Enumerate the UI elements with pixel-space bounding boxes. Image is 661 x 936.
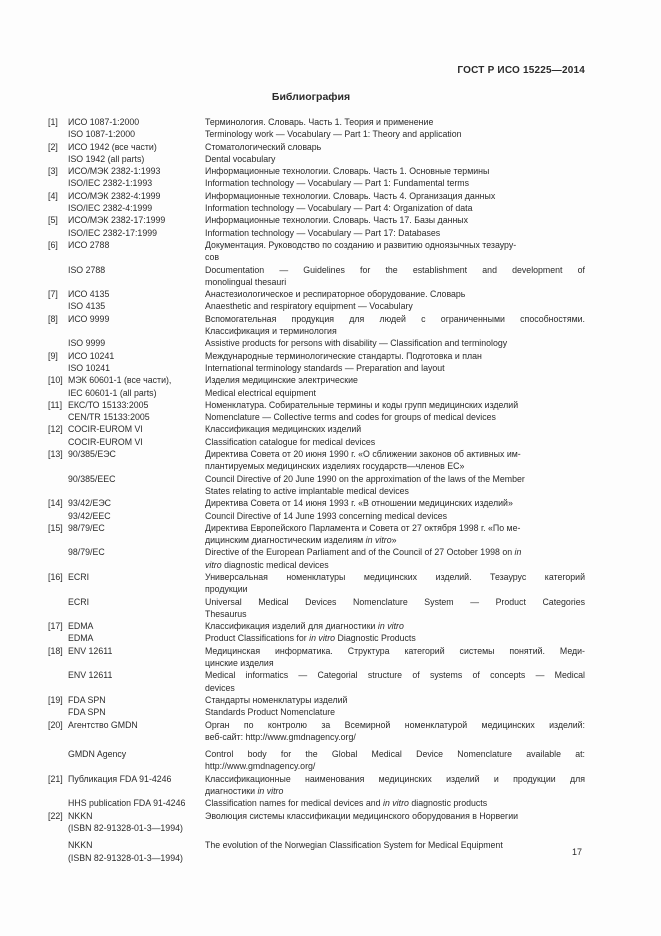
bib-entry-4: [48, 190, 585, 215]
ref-code: IEC 60601-1 (all parts): [68, 387, 157, 398]
bib-row: [48, 645, 585, 670]
ref-code: ISO 10241: [68, 362, 111, 373]
ref-code: HHS publication FDA 91-4246: [68, 798, 186, 809]
ref-code: МЭК 60601-1 (все части),: [68, 375, 172, 386]
ref-code: ИСО/МЭК 2382-17:1999: [68, 215, 166, 226]
ref-code: ИСО/МЭК 2382-1:1993: [68, 166, 161, 177]
ref-code: ECRI: [68, 571, 90, 582]
bib-entry-11: [48, 399, 585, 424]
bib-row: [48, 141, 585, 153]
ref-number: [5]: [48, 215, 58, 226]
ref-description: Директива Европейского Парламента и Совета от 27 октября 1998 г. «По ме- дицинским диагностическим изделиям in vitro»: [205, 522, 521, 546]
bib-entry-3: [48, 165, 585, 190]
ref-description: Council Directive of 14 June 1993 concerning medical devices: [205, 510, 448, 521]
bib-row: [48, 239, 585, 264]
bib-entry-20: [48, 719, 585, 773]
bib-row: [48, 596, 585, 621]
bib-row: [48, 387, 585, 399]
bib-row: [48, 128, 585, 140]
ref-description: Директива Совета от 14 июня 1993 г. «В отношении медицинских изделий»: [205, 498, 513, 509]
bib-row: [48, 694, 585, 706]
ref-description: Медицинская информатика. Структура категорий системы понятий. Меди- цинские изделия: [205, 645, 585, 669]
ref-code: ISO 9999: [68, 338, 106, 349]
ref-description: Control body for the Global Medical Device Nomenclature available at: http://www.gmdnagency.org/: [205, 749, 585, 772]
ref-description: Directive of the European Parliament and of the Council of 27 October 1998 on in vitro diagnostic medical devices: [205, 547, 522, 570]
bib-row: [48, 153, 585, 165]
ref-description: Information technology — Vocabulary — Part 1: Fundamental terms: [205, 178, 470, 189]
bib-row: [48, 288, 585, 300]
bib-row: [48, 116, 585, 128]
ref-code: EDMA: [68, 621, 94, 632]
bib-entry-12: [48, 423, 585, 448]
ref-description: Классификация медицинских изделий: [205, 424, 362, 435]
ref-code: Публикация FDA 91-4246: [68, 773, 172, 784]
ref-code: NKKN (ISBN 82-91328-01-3—1994): [68, 840, 183, 863]
bib-entry-2: [48, 141, 585, 166]
ref-description: Classification catalogue for medical devices: [205, 436, 376, 447]
ref-code: ISO 4135: [68, 301, 106, 312]
ref-description: Universal Medical Devices Nomenclature System — Product Categories Thesaurus: [205, 596, 585, 619]
ref-code: ECRI: [68, 596, 90, 607]
ref-description: Директива Совета от 20 июня 1990 г. «О сближении законов об активных им- плантируемых медицинских изделиях государств—членов ЕС»: [205, 449, 521, 472]
ref-number: [16]: [48, 571, 63, 582]
bib-row: [48, 190, 585, 202]
ref-description: Международные терминологические стандарты. Подготовка и план: [205, 350, 482, 361]
bib-row: [48, 214, 585, 226]
ref-description: Стоматологический словарь: [205, 141, 322, 152]
bib-row: [48, 497, 585, 509]
ref-description: Терминология. Словарь. Часть 1. Теория и применение: [205, 117, 434, 127]
ref-description: Product Classifications for in vitro Diagnostic Products: [205, 633, 416, 644]
bib-row: [48, 227, 585, 239]
ref-description: Nomenclature — Collective terms and codes for groups of medical devices: [205, 412, 496, 423]
ref-number: [2]: [48, 141, 58, 152]
ref-description: Орган по контролю за Всемирной номенклатурой медицинских изделий: веб-сайт: http://www.gmdnagency.org/: [205, 719, 585, 742]
ref-number: [3]: [48, 166, 58, 177]
ref-code: Агентство GMDN: [68, 719, 138, 730]
bib-row: [48, 399, 585, 411]
ref-number: [15]: [48, 522, 63, 533]
ref-description: Номенклатура. Собирательные термины и коды групп медицинских изделий: [205, 399, 519, 410]
ref-description: Information technology — Vocabulary — Part 17: Databases: [205, 227, 441, 238]
running-header-doc-code: ГОСТ Р ИСО 15225—2014: [457, 65, 585, 76]
ref-code: GMDN Agency: [68, 749, 127, 760]
ref-description: Стандарты номенклатуры изделий: [205, 694, 348, 705]
bib-entry-18: [48, 645, 585, 694]
bib-entry-19: [48, 694, 585, 719]
bib-entry-15: [48, 522, 585, 571]
bib-row: [48, 337, 585, 349]
bib-entry-5: [48, 214, 585, 239]
ref-code: NKKN (ISBN 82-91328-01-3—1994): [68, 810, 183, 833]
ref-code: ENV 12611: [68, 670, 113, 681]
ref-code: ИСО 10241: [68, 350, 115, 361]
ref-code: FDA SPN: [68, 694, 106, 705]
bib-entry-21: [48, 773, 585, 810]
bib-row: [48, 313, 585, 338]
bib-row: [48, 202, 585, 214]
ref-code: 93/42/EEC: [68, 510, 111, 521]
ref-code: 98/79/EC: [68, 547, 105, 558]
bib-entry-6: [48, 239, 585, 288]
ref-number: [1]: [48, 117, 58, 127]
ref-number: [18]: [48, 645, 63, 656]
ref-description: Анастезиологическое и респираторное оборудование. Словарь: [205, 289, 466, 300]
ref-code: ИСО 9999: [68, 313, 110, 324]
ref-number: [17]: [48, 621, 63, 632]
bib-row: [48, 706, 585, 718]
bib-row: [48, 362, 585, 374]
bib-row: [48, 473, 585, 498]
ref-code: ISO 2788: [68, 264, 106, 275]
bib-row: [48, 448, 585, 473]
ref-description: Документация. Руководство по созданию и развитию одноязычных тезауру- сов: [205, 239, 517, 263]
bib-row: [48, 436, 585, 448]
ref-number: [11]: [48, 399, 63, 410]
ref-description: Информационные технологии. Словарь. Часть 17. Базы данных: [205, 215, 469, 226]
ref-description: Dental vocabulary: [205, 153, 276, 164]
ref-code: ИСО 2788: [68, 239, 110, 250]
bib-entry-17: [48, 620, 585, 645]
bib-entry-10: [48, 374, 585, 399]
ref-description: Medical informatics — Categorial structure of systems of concepts — Medical devices: [205, 670, 585, 693]
ref-code: 90/385/ЕЭС: [68, 449, 116, 460]
ref-code: 90/385/EEC: [68, 473, 116, 484]
bib-row: [48, 773, 585, 798]
ref-description: Классификация изделий для диагностики in vitro: [205, 621, 404, 632]
ref-description: Council Directive of 20 June 1990 on the approximation of the laws of the Member States relating to active implantable medical devices: [205, 473, 525, 496]
ref-description: International terminology standards — Preparation and layout: [205, 362, 445, 373]
bib-row: [48, 748, 585, 773]
ref-description: Anaesthetic and respiratory equipment — Vocabulary: [205, 301, 413, 312]
ref-description: Информационные технологии. Словарь. Часть 4. Организация данных: [205, 190, 496, 201]
bib-row: [48, 797, 585, 809]
ref-description: Information technology — Vocabulary — Part 4: Organization of data: [205, 203, 473, 214]
ref-code: EDMA: [68, 633, 94, 644]
ref-number: [13]: [48, 449, 63, 460]
bib-entry-8: [48, 313, 585, 350]
ref-description: Assistive products for persons with disability — Classification and terminology: [205, 338, 508, 349]
ref-description: Изделия медицинские электрические: [205, 375, 358, 386]
page-number: 17: [571, 847, 582, 857]
bib-row: [48, 300, 585, 312]
ref-number: [8]: [48, 313, 58, 324]
bib-row: [48, 546, 585, 571]
ref-number: [7]: [48, 289, 58, 300]
ref-description: Информационные технологии. Словарь. Часть 1. Основные термины: [205, 166, 490, 177]
bib-row: [48, 810, 585, 835]
ref-number: [4]: [48, 190, 58, 201]
ref-code: ISO 1087-1:2000: [68, 129, 136, 140]
bib-row: [48, 669, 585, 694]
ref-code: COCIR-EUROM VI: [68, 424, 143, 435]
ref-number: [12]: [48, 424, 63, 435]
bib-entry-1: [48, 116, 585, 141]
ref-code: 93/42/ЕЭС: [68, 498, 112, 509]
ref-code: ИСО/МЭК 2382-4:1999: [68, 190, 161, 201]
ref-number: [14]: [48, 498, 63, 509]
bib-row: [48, 177, 585, 189]
ref-description: The evolution of the Norwegian Classification System for Medical Equipment: [205, 840, 503, 851]
ref-code: COCIR-EUROM VI: [68, 436, 143, 447]
bib-row: [48, 632, 585, 644]
bib-entry-14: [48, 497, 585, 522]
bib-row: [48, 350, 585, 362]
bib-row: [48, 510, 585, 522]
bib-row: [48, 264, 585, 289]
ref-code: ENV 12611: [68, 645, 113, 656]
ref-code: ИСО 4135: [68, 289, 110, 300]
bib-row: [48, 423, 585, 435]
bib-row: [48, 411, 585, 423]
ref-code: ЕКС/ТО 15133:2005: [68, 399, 149, 410]
bib-row: [48, 571, 585, 596]
ref-description: Documentation — Guidelines for the establishment and development of monolingual thesauri: [205, 264, 585, 287]
bib-entry-16: [48, 571, 585, 620]
ref-number: [9]: [48, 350, 58, 361]
bib-entry-9: [48, 350, 585, 375]
bib-row: [48, 165, 585, 177]
ref-number: [6]: [48, 239, 58, 250]
bibliography-list: [48, 116, 585, 864]
bib-row: [48, 620, 585, 632]
ref-code: ИСО 1087-1:2000: [68, 117, 140, 127]
ref-code: ИСО 1942 (все части): [68, 141, 157, 152]
bib-row: [48, 719, 585, 744]
ref-description: Medical electrical equipment: [205, 387, 316, 398]
ref-code: ISO/IEC 2382-4:1999: [68, 203, 153, 214]
ref-code: CEN/TR 15133:2005: [68, 412, 150, 423]
bib-entry-13: [48, 448, 585, 497]
ref-code: ISO/IEC 2382-17:1999: [68, 227, 158, 238]
ref-code: FDA SPN: [68, 707, 106, 718]
ref-number: [21]: [48, 773, 63, 784]
ref-code: ISO 1942 (all parts): [68, 153, 145, 164]
ref-description: Classification names for medical devices and in vitro diagnostic products: [205, 798, 488, 809]
ref-number: [10]: [48, 375, 63, 386]
ref-number: [19]: [48, 694, 63, 705]
ref-description: Вспомогательная продукция для людей с ограниченными способностями. Классификация и терминология: [205, 313, 585, 337]
ref-number: [22]: [48, 810, 63, 821]
ref-description: Standards Product Nomenclature: [205, 707, 336, 718]
bib-entry-7: [48, 288, 585, 313]
ref-number: [20]: [48, 719, 63, 730]
ref-description: Универсальная номенклатуры медицинских изделий. Тезаурус категорий продукции: [205, 571, 585, 595]
ref-description: Terminology work — Vocabulary — Part 1: Theory and application: [205, 129, 462, 140]
bib-row: [48, 374, 585, 386]
ref-code: ISO/IEC 2382-1:1993: [68, 178, 153, 189]
ref-code: 98/79/EC: [68, 522, 105, 533]
bib-row: [48, 522, 585, 547]
ref-description: Эволюция системы классификации медицинского оборудования в Норвегии: [205, 810, 519, 821]
ref-description: Классификационные наименования медицинских изделий и продукции для диагностики in vitro: [205, 773, 585, 797]
page-title: Библиография: [271, 91, 351, 103]
